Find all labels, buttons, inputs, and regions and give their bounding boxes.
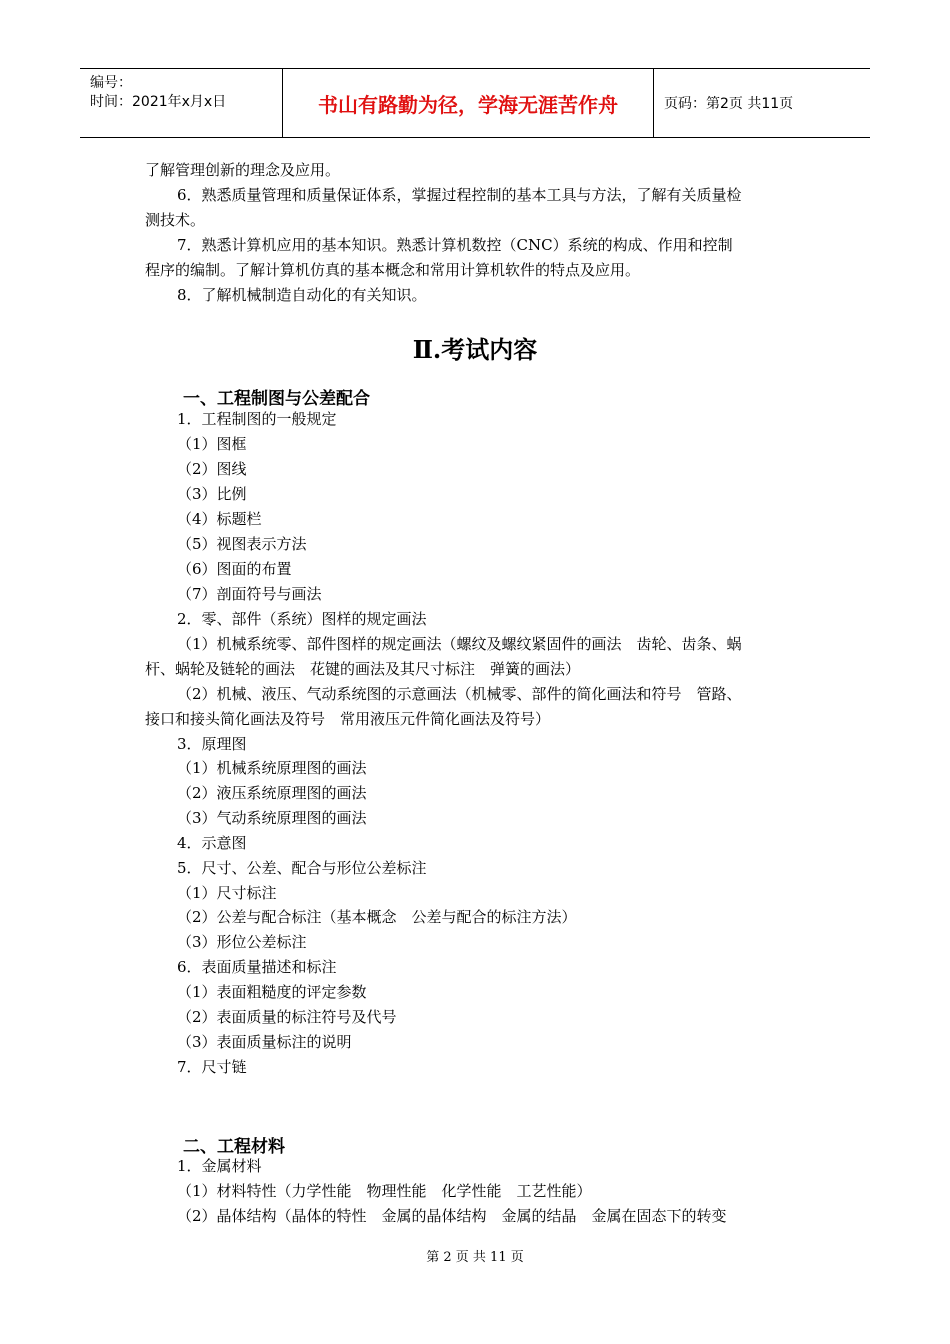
section-heading: 一、工程制图与公差配合 — [183, 389, 370, 409]
content-line: （2）液压系统原理图的画法 — [177, 784, 367, 802]
content-line: （1）机械系统原理图的画法 — [177, 759, 367, 777]
content-line: （6）图面的布置 — [177, 560, 292, 578]
content-line: 接口和接头简化画法及符号 常用液压元件简化画法及符号） — [145, 710, 551, 728]
content-line: （2）图线 — [177, 460, 247, 478]
content-line: 1．金属材料 — [177, 1157, 262, 1175]
section-heading: 二、工程材料 — [183, 1137, 285, 1157]
header-motto: 书山有路勤为径，学海无涯苦作舟 — [283, 69, 654, 137]
content-line: （2）表面质量的标注符号及代号 — [177, 1008, 397, 1026]
intro-line: 程序的编制。了解计算机仿真的基本概念和常用计算机软件的特点及应用。 — [145, 261, 641, 279]
header-left-cell — [80, 69, 283, 137]
content-line: （3）气动系统原理图的画法 — [177, 809, 367, 827]
content-line: （4）标题栏 — [177, 510, 262, 528]
content-line: （2）公差与配合标注（基本概念 公差与配合的标注方法） — [177, 908, 577, 926]
main-title: Ⅱ.考试内容 — [412, 335, 538, 364]
content-line: （2）晶体结构（晶体的特性 金属的晶体结构 金属的结晶 金属在固态下的转变 — [177, 1207, 727, 1225]
content-line: （1）尺寸标注 — [177, 884, 277, 902]
content-line: 杆、蜗轮及链轮的画法 花键的画法及其尺寸标注 弹簧的画法） — [145, 660, 581, 678]
intro-line: 8．了解机械制造自动化的有关知识。 — [177, 286, 427, 304]
content-line: （1）机械系统零、部件图样的规定画法（螺纹及螺纹紧固件的画法 齿轮、齿条、蜗 — [177, 635, 742, 653]
content-line: 1．工程制图的一般规定 — [177, 410, 337, 428]
intro-line: 测技术。 — [145, 211, 206, 229]
content-line: （3）比例 — [177, 485, 247, 503]
content-line: 4．示意图 — [177, 834, 247, 852]
page-footer: 第 2 页 共 11 页 — [426, 1250, 524, 1265]
content-line: （7）剖面符号与画法 — [177, 585, 322, 603]
number-label: 编号： — [90, 75, 132, 91]
content-line: （5）视图表示方法 — [177, 535, 307, 553]
content-line: （1）表面粗糙度的评定参数 — [177, 983, 367, 1001]
intro-line: 了解管理创新的理念及应用。 — [145, 161, 341, 179]
content-line: 2．零、部件（系统）图样的规定画法 — [177, 610, 427, 628]
content-line: （3）形位公差标注 — [177, 933, 307, 951]
content-line: 5．尺寸、公差、配合与形位公差标注 — [177, 859, 427, 877]
content-line: （1）材料特性（力学性能 物理性能 化学性能 工艺性能） — [177, 1182, 592, 1200]
content-line: 6．表面质量描述和标注 — [177, 958, 337, 976]
content-line: 7．尺寸链 — [177, 1058, 247, 1076]
content-line: （3）表面质量标注的说明 — [177, 1033, 352, 1051]
header-page-info: 页码：第2页 共11页 — [664, 96, 794, 112]
page-header — [80, 68, 870, 138]
intro-line: 7．熟悉计算机应用的基本知识。熟悉计算机数控（CNC）系统的构成、作用和控制 — [177, 236, 733, 254]
content-line: 3．原理图 — [177, 735, 247, 753]
content-line: （1）图框 — [177, 435, 247, 453]
time-label: 时间：2021年x月x日 — [90, 94, 227, 110]
intro-line: 6．熟悉质量管理和质量保证体系，掌握过程控制的基本工具与方法，了解有关质量检 — [177, 186, 742, 204]
content-line: （2）机械、液压、气动系统图的示意画法（机械零、部件的简化画法和符号 管路、 — [177, 685, 742, 703]
